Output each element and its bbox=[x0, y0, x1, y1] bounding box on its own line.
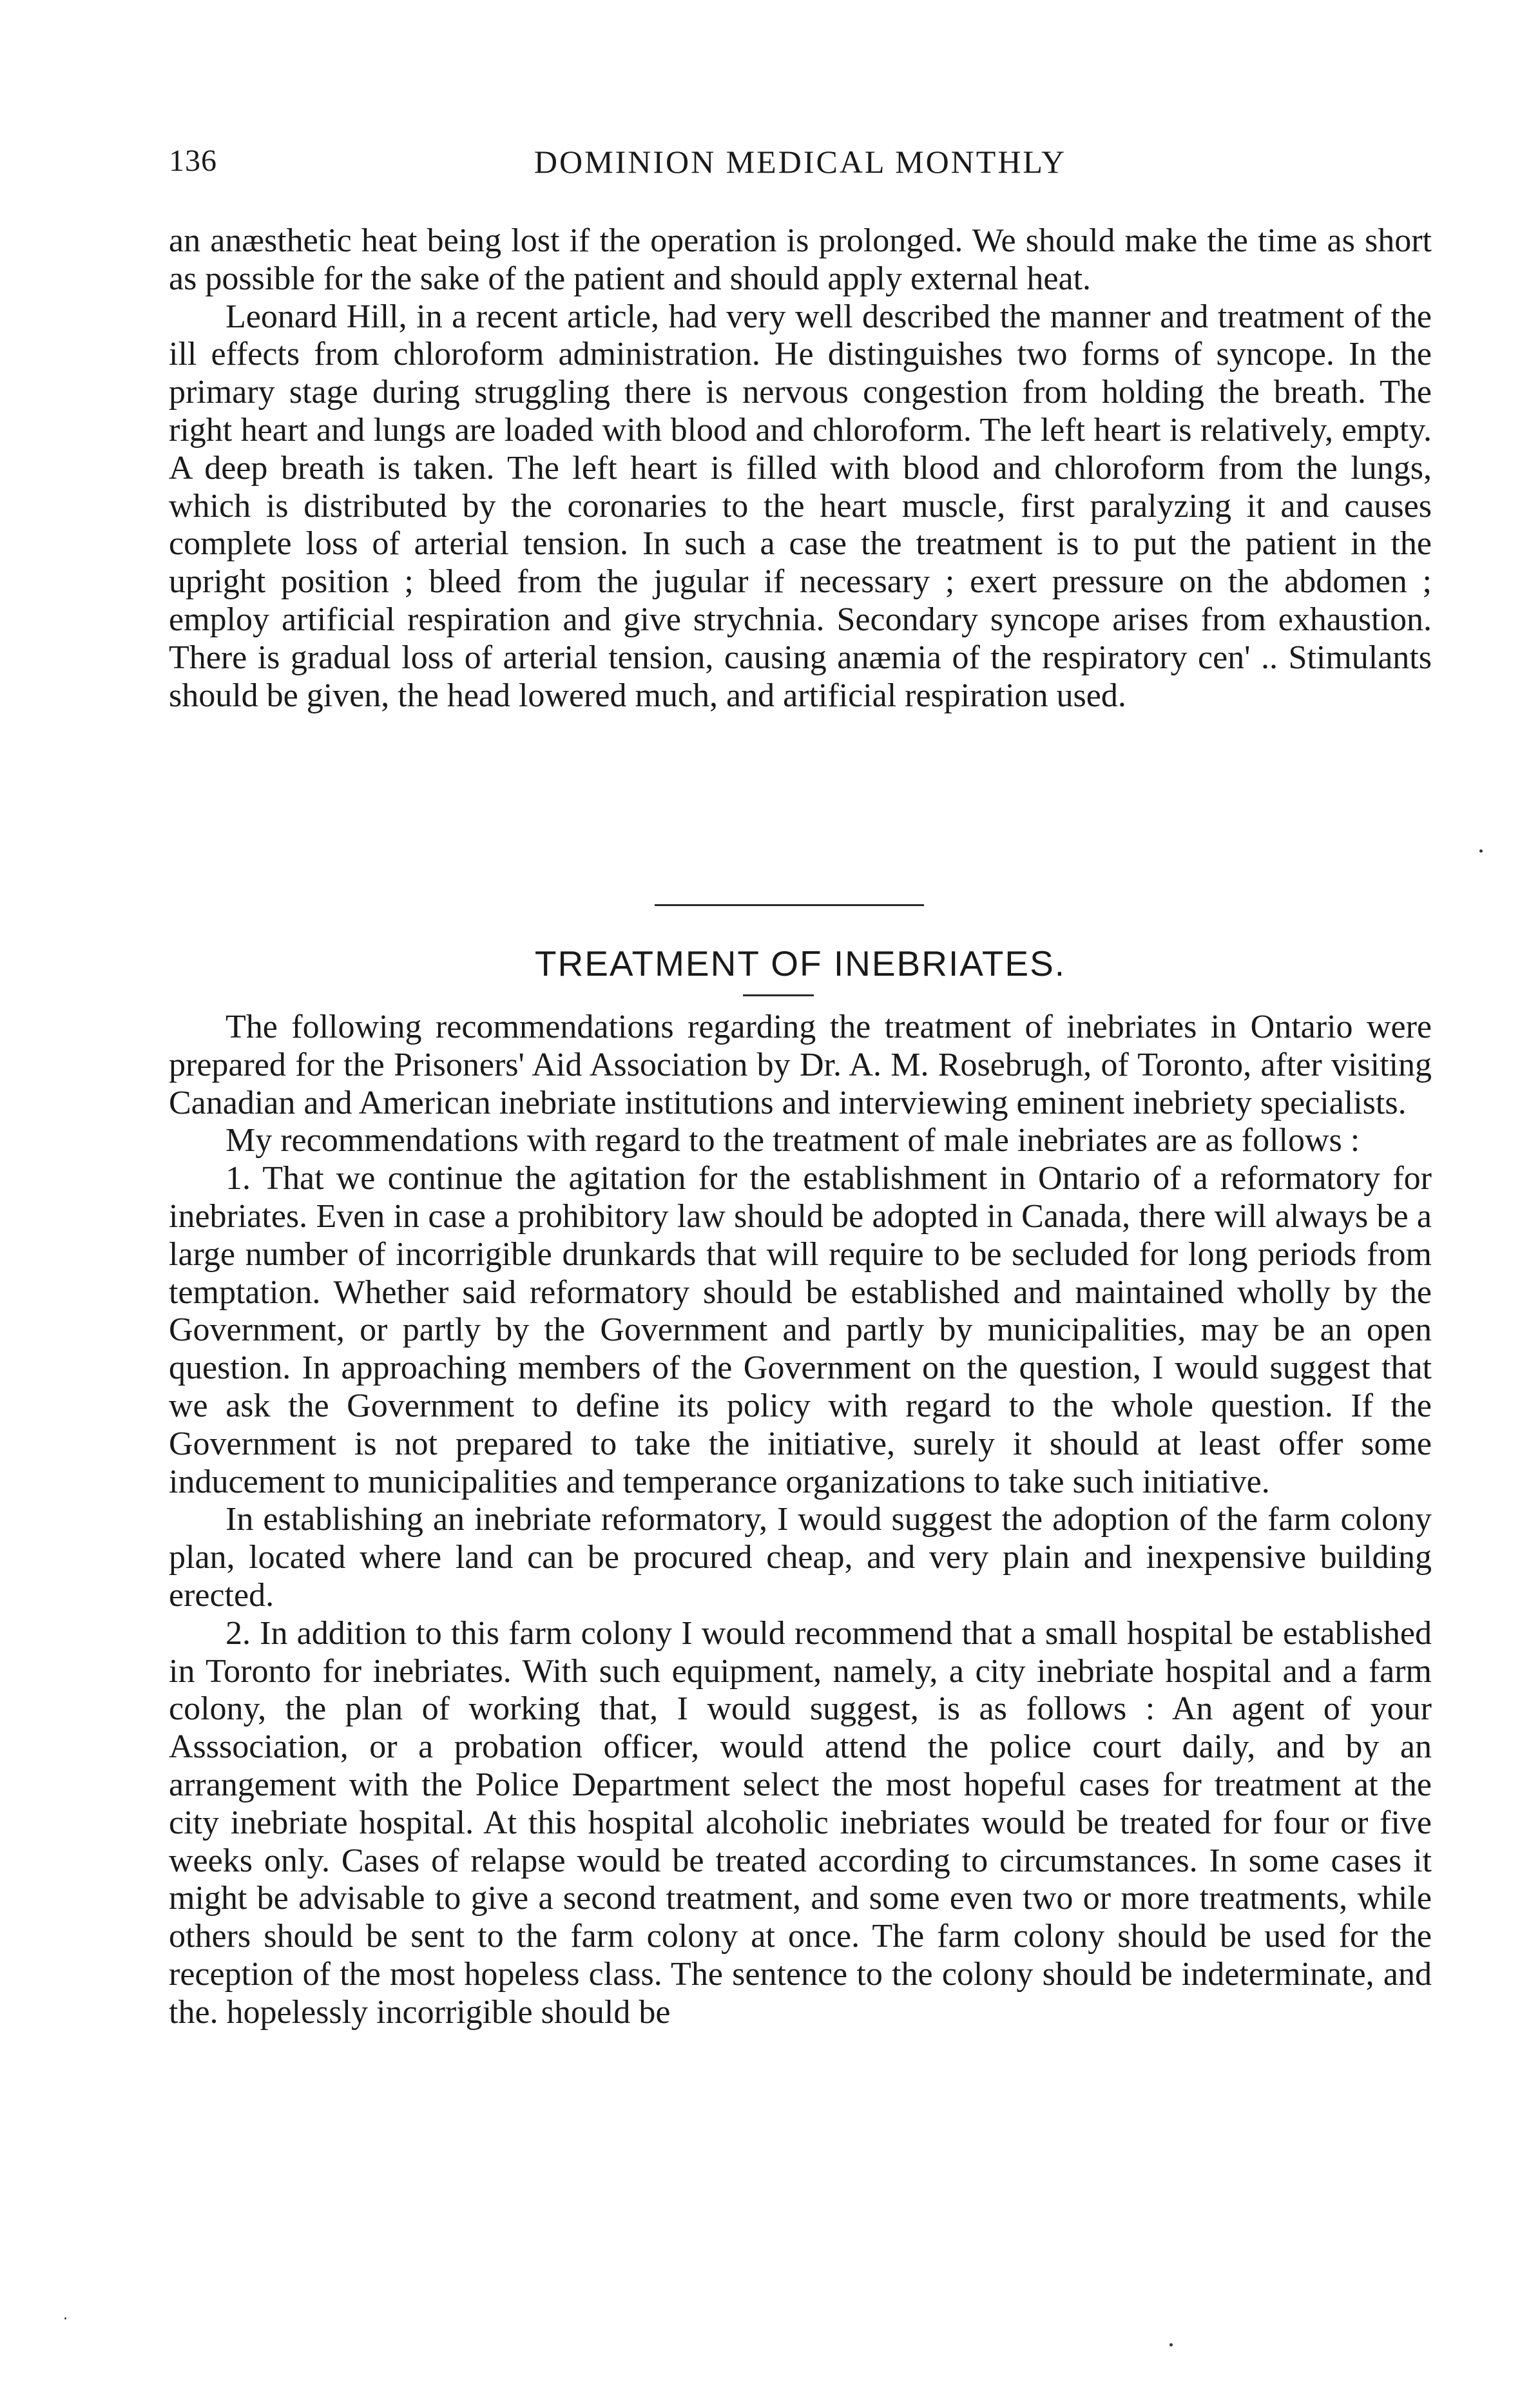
paragraph-leonard-hill: Leonard Hill, in a recent article, had very well described the manner and treatment of the ill effects from chloroform administration. He distinguishes two forms of syncope. In the primary stage during struggling there is nervous congestion from holding the breath. The right heart and lungs are loaded with blood and chloroform. The left heart is relatively, empty. A deep breath is taken. The left heart is filled with blood and chloroform from the lungs, which is distributed by the coronaries to the heart muscle, first paralyzing it and causes complete loss of arterial tension. In such a case the treatment is to put the patient in the upright position ; bleed from the jugular if necessary ; exert pressure on the abdomen ; employ artificial respiration and give strychnia. Secondary syncope arises from exhaustion. There is gradual loss of arterial tension, causing anæmia of the respiratory cen' .. Stimulants should be given, the head lowered much, and artificial respiration used. bbox=[169, 298, 1432, 714]
paragraph-recommendations: My recommendations with regard to the treatment of male inebriates are as follows : bbox=[226, 1122, 1360, 1159]
paragraph-farm-colony: In establishing an inebriate reformatory, I would suggest the adoption of the farm colony plan, located where land can be procured cheap, and very plain and inexpensive building erected. bbox=[169, 1501, 1432, 1614]
heading-underline bbox=[743, 994, 814, 996]
paragraph-item-2: 2. In addition to this farm colony I would recommend that a small hospital be established in Toronto for inebriates. With such equipment, namely, a city inebriate hospital and a farm colony, the plan of working that, I would suggest, is as follows : An agent of your Asssociation, or a probation officer, would attend the police court daily, and by an arrangement with the Police Department select the most hopeful cases for treatment at the city inebriate hospital. At this hospital alcoholic inebriates would be treated for four or five weeks only. Cases of relapse would be treated according to circumstances. In some cases it might be advisable to give a second treatment, and some even two or more treatments, while others should be sent to the farm colony at once. The farm colony should be used for the reception of the most hopeless class. The sentence to the colony should be indeterminate, and the. hopelessly incorrigible should be bbox=[169, 1614, 1432, 2031]
paragraph-intro: The following recommendations regarding the treatment of inebriates in Ontario were prepared for the Prisoners' Aid Association by Dr. A. M. Rosebrugh, of Toronto, after visiting Canadian and American inebriate institutions and interviewing eminent inebriety specialists. bbox=[169, 1009, 1432, 1121]
continued-article-text bbox=[169, 222, 1432, 715]
print-speck bbox=[64, 2317, 66, 2319]
section-body bbox=[169, 1009, 1432, 2032]
print-speck bbox=[1479, 849, 1483, 853]
journal-title: DOMINION MEDICAL MONTHLY bbox=[534, 144, 1067, 180]
section-divider bbox=[655, 904, 924, 906]
paragraph-item-1: 1. That we continue the agitation for the establishment in Ontario of a reformatory for inebriates. Even in case a prohibitory law should be adopted in Canada, there will always be a large number of incorrigible drunkards that will require to be secluded for long periods from temptation. Whether said reformatory should be established and maintained wholly by the Government, or partly by the Government and partly by municipalities, may be an open question. In approaching members of the Government on the question, I would suggest that we ask the Government to define its policy with regard to the whole question. If the Government is not prepared to take the initiative, surely it should at least offer some inducement to municipalities and temperance organizations to take such initiative. bbox=[169, 1160, 1432, 1500]
section-heading: TREATMENT OF INEBRIATES. bbox=[534, 943, 1066, 983]
running-head bbox=[169, 143, 1432, 188]
paragraph-continuation: an anæsthetic heat being lost if the operation is prolonged. We should make the time as short as possible for the sake of the patient and should apply external heat. bbox=[169, 222, 1432, 297]
page-number: 136 bbox=[169, 144, 217, 178]
print-speck bbox=[1169, 2343, 1173, 2346]
